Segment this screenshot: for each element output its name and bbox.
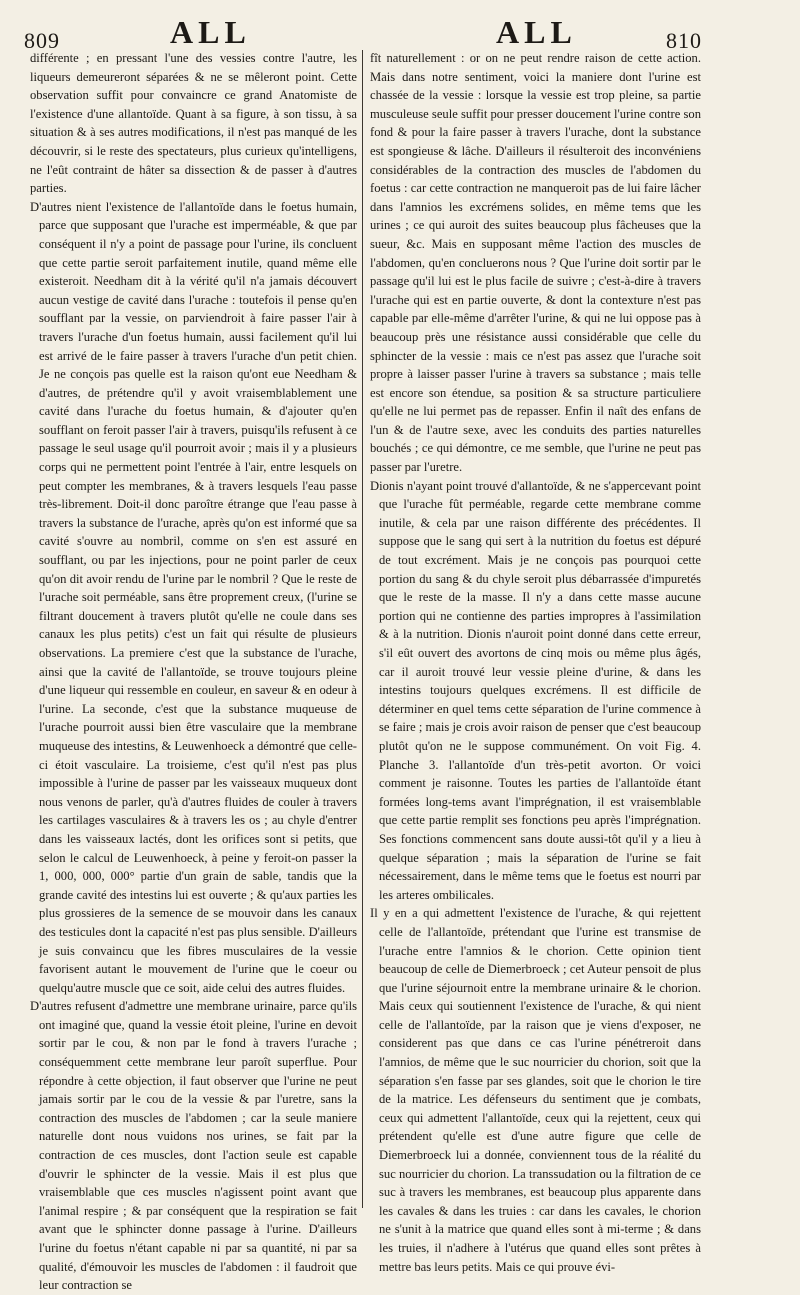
left-running-headword: ALL [170,14,251,50]
right-page-number: 810 [666,28,702,53]
column-divider [362,50,363,1208]
right-paragraph-1: fît naturellement : or on ne peut rendre raison de cette action. Mais dans notre sentiment, voici la maniere dont l'urine est chassée de la vessie : lorsque la vessie est trop pleine, sa partie musculeuse seule suffit pour presser doucement l'urine contre son fond & pour la faire passer à travers l'urache, dont la substance est spongieuse & lâche. D'ailleurs il résulteroit des inconvéniens considérables de la contraction des muscles de l'abdomen du foetus : car cette contraction ne manqueroit pas de lui faire lâcher dans l'amnios les excrémens solides, en même tems que les urines ; ce qui auroit des suites beaucoup plus fâcheuses que la sueur, &c. Mais en supposant même l'action des muscles de l'abdomen, qu'en concluerons nous ? Que l'urine doit sortir par le passage qu'il lui est le plus facile de suivre ; c'est-à-dire à travers l'urache qui est en partie ouverte, & dont la contexture n'est pas capable par elle-même d'arrêter l'urine, & qui ne lui oppose pas à beaucoup près une résistance aussi considérable que celle du sphincter de la vessie : mais ce n'est pas assez que l'urache soit propre à laisser passer l'urine à travers sa substance ; mais telle est encore son étendue, sa position & sa structure particuliere qu'elle ne lui permet pas de repasser. Enfin il naît des enfans de l'un & de l'autre sexe, avec les conduits des parties naturelles bouchés ; ce qui démontre, ce me semble, que l'urine ne peut pas passer par l'uretre. [370,51,701,475]
left-paragraph-1: différente ; en pressant l'une des vessies contre l'autre, les liqueurs demeureront séparées & ne se mêleront point. Cette observation suffit pour convaincre ce grand Anatomiste de l'existence d'une allantoïde. Quant à sa figure, à son tissu, à sa situation & à ses autres modifications, il n'est pas manqué de les découvrir, si le reste des spectateurs, plus curieux qu'intelligens, ne l'eût contraint de hâter sa dissection & de passer à d'autres parties. [30,51,357,196]
left-paragraph-2: D'autres nient l'existence de l'allantoïde dans le foetus humain, parce que supposant que l'urache est imperméable, & que par conséquent il n'y a point de passage pour l'urine, ils concluent que cette partie seroit parfaitement inutile, quand même elle existeroit. Needham dit à la vérité qu'il n'a jamais découvert aucun vestige de cavité dans l'urache : toutefois il pense qu'en soufflant par la vessie, on parviendroit à faire passer l'air à travers l'urache d'un foetus humain, aussi facilement qu'il lui est arrivé de le faire passer à travers l'urache d'un petit chien. Je ne conçois pas quelle est la raison qu'ont eue Needham & d'autres, de prétendre qu'il y avoit vraisemblablement une cavité dans l'urache du foetus humain, & d'ajouter qu'en soufflant on feroit passer l'air à travers, puisqu'ils refusent à ce passage le seul usage qu'il pourroit avoir ; mais il y a plusieurs corps qui ne permettent point l'entrée à l'air, entre lesquels on peut compter les membranes, & à travers lesquels l'eau passe très-librement. Doit-il donc paroître étrange que l'eau passe à travers la substance de l'urache, après qu'on est informé que sa cavité s'ouvre au nombril, comme on s'en est assuré en soufflant, ou par les injections, pour ne point parler de ceux qu'on dit avoir rendu de l'urine par le nombril ? Que le reste de l'urache soit perméable, sans être proprement creux, (l'urine se filtrant doucement à travers plutôt qu'elle ne coule dans ses canaux les plus petits) c'est un fait qui résulte de plusieurs observations. La premiere c'est que la substance de l'urache, ainsi que la cavité de l'allantoïde, se trouve toujours pleine d'une liqueur qui ressemble en couleur, en saveur & en odeur à l'urine. La seconde, c'est que la substance muqueuse de l'urache pourroit aussi bien être vasculaire que la membrane muqueuse des intestins, & Leuwenhoeck a démontré que celle-ci étoit vasculaire. La troisieme, c'est qu'il n'est pas plus impossible à l'urine de passer par les vaisseaux muqueux dont nous venons de parler, qu'à d'autres fluides de couler à travers les cartilages vasculaires & à travers les os ; au chyle d'entrer dans les vaisseaux lactés, dont les orifices sont si petits, que selon le calcul de Leuwenhoeck, à peine y feroit-on passer la 1, 000, 000, 000° partie d'un grain de sable, tandis que la grande cavité des intestins lui est ouverte ; & qu'aux parties les plus grossieres de la semence de se mouvoir dans les canaux des testicules dont la capacité n'est pas plus sensible. D'ailleurs je suis convaincu que les fibres musculaires de la vessie favorisent autant le mouvement de l'urine que le coeur ou quelqu'autre muscle que ce soit, aide celui des autres fluides. [30,199,357,995]
right-running-headword: ALL [496,14,577,50]
left-paragraph-3: D'autres refusent d'admettre une membrane urinaire, parce qu'ils ont imaginé que, quand la vessie étoit pleine, l'urine en devoit sortir par le cou, & non par le fond à travers l'urache ; conséquemment cette membrane leur paroît superflue. Pour répondre à cette objection, il faut observer que l'urine ne peut jamais sortir par le cou de la vessie & par l'uretre, sans la contraction des muscles de l'abdomen ; car la seule maniere naturelle dont nous vuidons nos urines, se fait par la contraction de ces muscles, dont l'action seule est capable d'ouvrir le sphincter de la vessie. Mais il est plus que vraisemblable que ces muscles n'agissent point avant que l'animal respire ; & par conséquent que la respiration se fait avant que le sphincter donne passage à l'urine. D'ailleurs l'urine du foetus n'étant capable ni par sa quantité, ni par sa qualité, d'émouvoir les muscles de l'abdomen : il faudroit que leur contraction se [30,999,357,1293]
right-text-column [370,49,701,1274]
left-text-column [30,49,357,1293]
left-page-number: 809 [24,28,60,53]
right-paragraph-3: Il y en a qui admettent l'existence de l'urache, & qui rejettent celle de l'allantoïde, prétendant que l'urine est transmise de l'urache entre l'amnios & le chorion. Cette opinion tient beaucoup de celle de Diemerbroeck ; cet Auteur pensoit de plus que l'urine séjournoit entre la membrane urinaire & le chorion. Mais ceux qui soutiennent l'existence de l'urache, & qui nient celle de l'allantoïde, par la raison que je viens d'exposer, ne considerent pas que dans ce cas l'urine pénétreroit dans l'amnios, de même que le suc nourricier du chorion, soit que la séparation s'en fasse par ses glandes, soit que le chorion le tire de la matrice. Les défenseurs du sentiment que je combats, ceux qui admettent l'allantoïde, ceux qui la rejettent, ceux qui prétendent qu'elle est d'une autre figure que celle de Diemerbroeck lui a donnée, conviennent tous de la réalité du suc nourricier du chorion. La transsudation ou la filtration de ce suc à travers les membranes, est beaucoup plus apparente dans les cavales & dans les truies : car dans les cavales, le chorion ne s'unit à la matrice que quand elles sont à mi-terme ; & dans les truies, il n'adhere à l'utérus que quand elles sont prêtes à mettre bas leurs petits. Mais ce qui prouve évi- [370,906,701,1274]
right-paragraph-2: Dionis n'ayant point trouvé d'allantoïde, & ne s'appercevant point que l'urache fût perméable, regarde cette membrane comme inutile, & cela par une raison différente des précédentes. Il suppose que le sang qui sert à la nutrition du foetus est dépuré de tout excrément. Mais je ne conçois pas pourquoi cette portion du sang & du chyle seroit plus débarrassée d'impuretés que le reste de la masse. Il n'y a dans cette masse aucune portion qui ne contienne des parties impropres à l'assimilation & à la nutrition. Dionis n'auroit point donné dans cette erreur, s'il eût ouvert des avortons de cinq mois ou même plus âgés, car il auroit trouvé leur vessie pleine d'urine, & dans les intestins toujours quelques excrémens. Il est difficile de déterminer en quel tems cette séparation de l'urine commence à se faire ; mais je crois avoir raison de penser que c'est beaucoup plutôt qu'on ne le suppose communément. On voit Fig. 4. Planche 3. l'allantoïde d'un très-petit avorton. Or voici comment je raisonne. Toutes les parties de l'allantoïde étant formées long-tems avant l'imprégnation, il est vraisemblable que cette partie remplit ses fonctions peu après l'imprégnation. Ses fonctions commencent sans doute aussi-tôt qu'il y a lieu à quelque séparation ; mais la séparation de l'urine se fait nécessairement, dans le même tems que le foetus est nourri par les arteres ombilicales. [370,478,701,902]
